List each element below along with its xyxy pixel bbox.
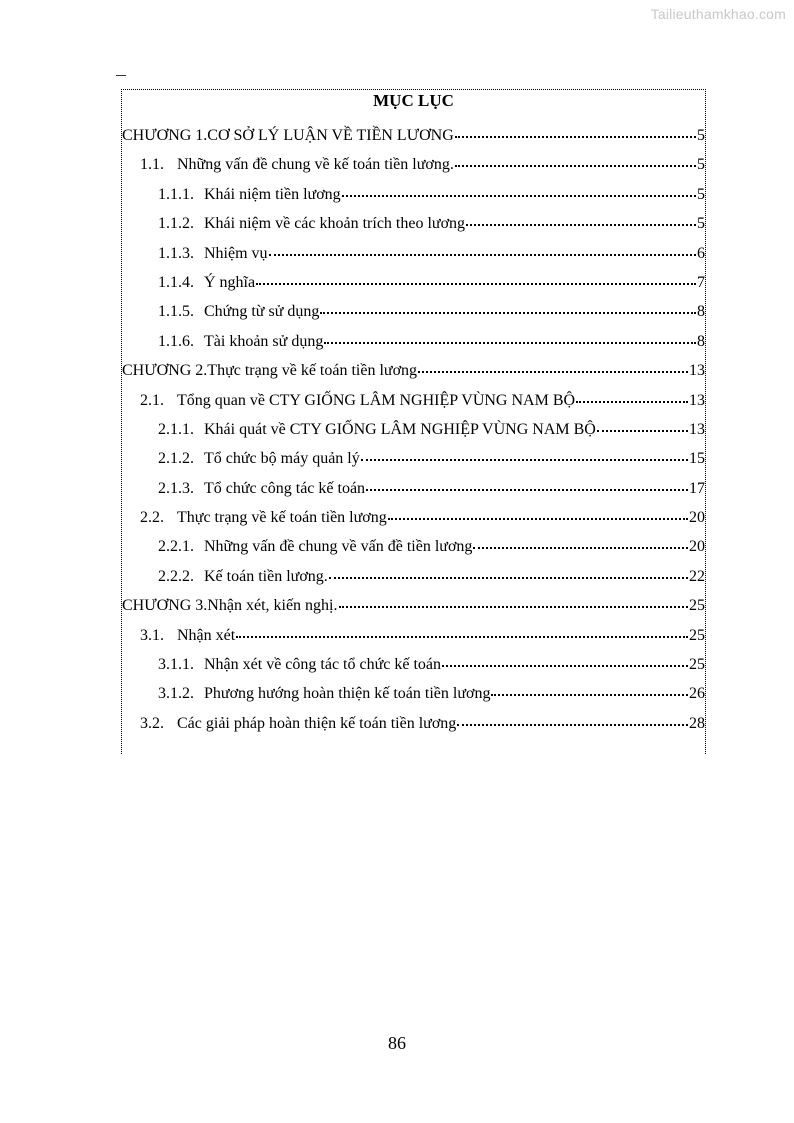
toc-entry-number: 2.2. (140, 509, 164, 527)
toc-entry-page: 20 (689, 538, 705, 556)
toc-entry[interactable] (122, 212, 705, 241)
toc-entry-number: 3.1. (140, 626, 164, 644)
toc-entry-page: 20 (689, 509, 705, 527)
toc-entry-label: Kế toán tiền lương. (204, 567, 328, 585)
toc-entry[interactable] (122, 242, 705, 271)
toc-entry-number: 1.1.3. (158, 244, 194, 262)
toc-entry-label: CHƯƠNG 3.Nhận xét, kiến nghị. (122, 597, 338, 615)
toc-entry[interactable] (122, 624, 705, 653)
toc-entry-number: 2.2.2. (158, 567, 194, 585)
toc-entry-page: 5 (697, 185, 705, 203)
toc-entry[interactable] (122, 359, 705, 388)
toc-entry-page: 17 (689, 479, 705, 497)
toc-entry-number: 2.1.1. (158, 420, 194, 438)
toc-entry-number: 1.1.1. (158, 185, 194, 203)
toc-entry-label: Tổ chức công tác kế toán (204, 479, 366, 497)
dot-leader (597, 418, 688, 434)
toc-entry-number: 3.2. (140, 714, 164, 732)
dot-leader (342, 183, 696, 199)
toc-entry-label: Chứng từ sử dụng (204, 303, 320, 321)
toc-entry-number: 3.1.2. (158, 685, 194, 703)
toc-entry[interactable] (122, 594, 705, 623)
toc-entry[interactable] (122, 418, 705, 447)
toc-entry-label: Phương hướng hoàn thiện kế toán tiền lương (204, 685, 491, 703)
watermark: Tailieuthamkhao.com (650, 6, 786, 22)
toc-entry[interactable] (122, 447, 705, 476)
toc-entry-page: 28 (689, 714, 705, 732)
dot-leader (576, 389, 688, 405)
toc-entry[interactable] (122, 124, 705, 153)
toc-entry-label: Ý nghĩa (204, 273, 256, 291)
toc-entry[interactable] (122, 653, 705, 682)
toc-entry-label: CHƯƠNG 2.Thực trạng về kế toán tiền lương (122, 362, 418, 380)
toc-entry[interactable] (122, 506, 705, 535)
toc-entry[interactable] (122, 183, 705, 212)
toc-entry-page: 22 (689, 567, 705, 585)
toc-entry[interactable] (122, 535, 705, 564)
toc-entry-page: 26 (689, 685, 705, 703)
toc-entry-label: Những vấn đề chung về kế toán tiền lương. (177, 156, 454, 174)
dot-leader (442, 653, 688, 669)
toc-entry-label: Nhận xét về công tác tổ chức kế toán (204, 656, 442, 674)
toc-entry-page: 8 (697, 332, 705, 350)
dot-leader (457, 712, 688, 728)
dot-leader (361, 447, 688, 463)
toc-entry-label: Tổ chức bộ máy quản lý (204, 450, 360, 468)
toc-entry-number: 1.1.6. (158, 332, 194, 350)
toc-entry-page: 15 (689, 450, 705, 468)
toc-entry-number: 2.1.2. (158, 450, 194, 468)
toc-entry[interactable] (122, 153, 705, 182)
header-dash (116, 75, 126, 76)
dot-leader (366, 477, 688, 493)
toc-entry-page: 5 (697, 215, 705, 233)
page-number: 86 (388, 1033, 406, 1053)
dot-leader (269, 242, 696, 258)
toc-entry-label: Những vấn đề chung về vấn đề tiền lương (204, 538, 473, 556)
toc-entry-page: 13 (689, 362, 705, 380)
dot-leader (418, 359, 688, 375)
toc-entry-label: Khái niệm về các khoản trích theo lương (204, 215, 466, 233)
toc-entry-page: 25 (689, 626, 705, 644)
dot-leader (388, 506, 688, 522)
toc-entry[interactable] (122, 712, 705, 741)
toc-list (122, 124, 705, 741)
dot-leader (455, 153, 696, 169)
dot-leader (236, 624, 688, 640)
toc-entry-page: 6 (697, 244, 705, 262)
toc-entry-number: 2.1.3. (158, 479, 194, 497)
toc-entry-label: Thực trạng về kế toán tiền lương (177, 509, 387, 527)
toc-entry[interactable] (122, 682, 705, 711)
toc-entry[interactable] (122, 330, 705, 359)
toc-entry-number: 2.2.1. (158, 538, 194, 556)
toc-entry-label: CHƯƠNG 1.CƠ SỞ LÝ LUẬN VỀ TIỀN LƯƠNG (122, 127, 454, 144)
toc-entry-number: 3.1.1. (158, 656, 194, 674)
toc-entry-number: 1.1. (140, 156, 164, 174)
dot-leader (320, 300, 696, 316)
dot-leader (466, 212, 696, 228)
toc-entry-label: Tổng quan về CTY GIỐNG LÂM NGHIỆP VÙNG NAM BỘ (177, 391, 576, 409)
toc-title: MỤC LỤC (373, 91, 454, 110)
toc-entry-label: Nhận xét (177, 626, 236, 644)
toc-entry-page: 13 (689, 391, 705, 409)
toc-entry-number: 1.1.5. (158, 303, 194, 321)
toc-entry-label: Khái quát về CTY GIỐNG LÂM NGHIỆP VÙNG NAM BỘ (204, 420, 596, 438)
toc-entry-label: Nhiệm vụ (204, 244, 268, 262)
dot-leader (473, 535, 688, 551)
toc-entry-number: 1.1.2. (158, 215, 194, 233)
toc-entry-page: 5 (697, 156, 705, 174)
toc-entry-label: Tài khoản sử dụng (204, 332, 324, 350)
dot-leader (329, 565, 688, 581)
toc-entry-page: 5 (697, 127, 705, 144)
dot-leader (256, 271, 696, 287)
toc-entry[interactable] (122, 271, 705, 300)
dot-leader (339, 594, 689, 610)
dot-leader (455, 124, 696, 140)
toc-entry[interactable] (122, 389, 705, 418)
toc-entry-number: 2.1. (140, 391, 164, 409)
toc-entry[interactable] (122, 565, 705, 594)
toc-entry-page: 25 (689, 656, 705, 674)
toc-entry[interactable] (122, 477, 705, 506)
toc-entry-number: 1.1.4. (158, 273, 194, 291)
dot-leader (324, 330, 696, 346)
toc-entry-page: 25 (689, 597, 705, 615)
toc-entry-label: Các giải pháp hoàn thiện kế toán tiền lương (177, 714, 457, 732)
table-of-contents (121, 89, 706, 754)
dot-leader (491, 682, 688, 698)
toc-entry[interactable] (122, 300, 705, 329)
toc-entry-page: 8 (697, 303, 705, 321)
toc-entry-page: 13 (689, 420, 705, 438)
toc-entry-label: Khái niệm tiền lương (204, 185, 341, 203)
toc-entry-page: 7 (697, 273, 705, 291)
